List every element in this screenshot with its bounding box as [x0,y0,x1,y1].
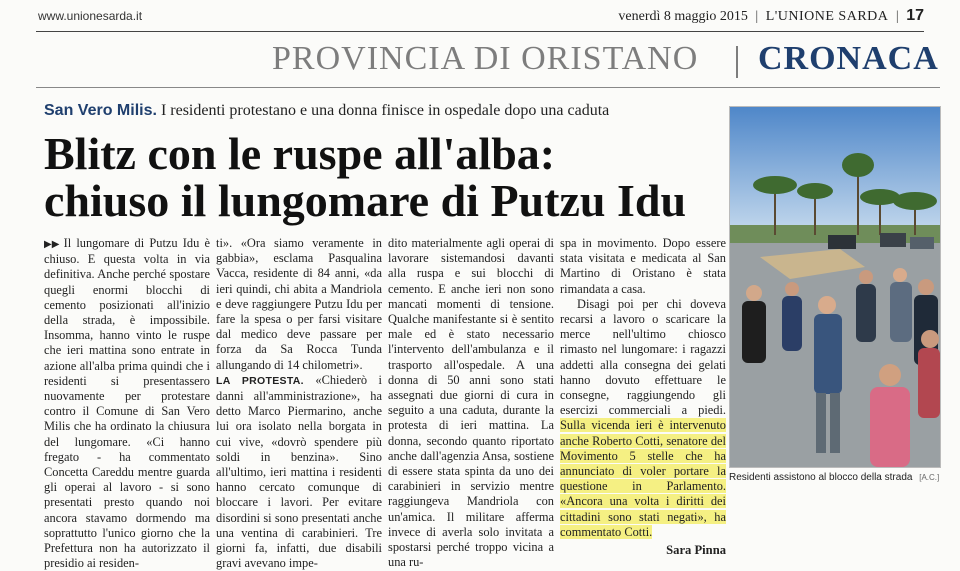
headline-line-2: chiuso il lungomare di Putzu Idu [44,175,687,226]
divider: | [755,9,759,24]
highlighted-passage: Sulla vicenda ieri è intervenuto anche Roberto Cotti, senatore del Movimento 5 stelle che ha annunciato di voler portare la questione in Parlamento. «Ancora una volta i diritti dei cittadini sono stati negati», ha commentato Cotti. [560,418,726,539]
article-body [44,236,726,571]
page-number: 17 [906,7,924,24]
section-divider [736,46,738,78]
divider: | [895,9,899,24]
column-2-text-a: ti». «Ora siamo veramente in gabbia», esclama Pasqualina Vacca, residente di 84 anni, «da ieri quindi, chi abita a Mandriola e deve raggiungere Putzu Idu per fare la spesa o per farsi visitare dal medico deve passare per forza da Sa Rocca Tunda allungando di 14 chilometri». [216,236,382,372]
photo-illustration [730,107,940,467]
headline [44,130,734,224]
section-rule [36,87,940,88]
province-title: PROVINCIA DI ORISTANO [272,40,699,77]
kicker-text: I residenti protestano e una donna finisce in ospedale dopo una caduta [160,102,610,119]
photo-caption [729,472,949,483]
caption-text: Residenti assistono al blocco della strada [729,472,913,483]
issue-date: venerdì 8 maggio 2015 [618,9,748,24]
kicker-place: San Vero Milis. [44,102,157,119]
column-1 [44,236,210,571]
headline-line-1: Blitz con le ruspe all'alba: [44,128,556,179]
header-rule [36,31,924,32]
dateline [618,7,924,25]
site-url[interactable]: www.unionesarda.it [38,9,143,23]
column-3-text: dito materialmente agli operai di lavorare sistemandosi davanti alla ruspa e sui blocchi di cemento. E anche ieri non sono mancati momenti di tensione. Qualche manifestante si è sentito male ed è stato necessario l'intervento dell'ambulanza e il trasporto all'ospedale. A una donna di 50 anni sono stati assegnati due giorni di cura in seguito a una caduta, durante la protesta di ieri mattina. La donna, secondo quanto riportato anche dall'agenzia Ansa, sostiene di essere stata spinta da uno dei carabinieri in servizio mentre raggiungeva Mandriola con un'amica. Il militare afferma invece di averla solo invitata a spostarsi perché troppo vicina a una ru- [388,236,554,570]
byline: Sara Pinna [666,543,726,558]
page-header [0,0,960,34]
column-3 [388,236,554,570]
photo-credit: [A.C.] [919,473,940,482]
column-4-text-a: spa in movimento. Dopo essere stata visitata e medicata al San Martino di Oristano è stata rimandata a casa. [560,236,726,296]
column-4-text-b: Disagi poi per chi doveva recarsi a lavoro o scaricare la merce nell'ultimo chiosco rimasto nel lungomare: i ragazzi addetti alla consegna dei gelati hanno dovuto effettuare le consegne, raggiungendo gli esercizi commerciali a piedi. [560,296,726,418]
lead-arrow-icon: ▶▶ [44,239,60,250]
column-2 [216,236,382,571]
kicker [44,102,609,120]
subheading: LA PROTESTA. [216,374,304,387]
news-photo [729,106,941,468]
column-4 [560,236,726,558]
column-2-text-b: «Chiederò i danni all'amministrazione», ha detto Marco Piermarino, anche lui ora isolato nella borgata in cui vive, «dovrò spendere più soldi in benzina». Sino all'ultimo, ieri mattina i residenti hanno cercato comunque di bloccare i lavori. Per evitare disordini si sono presentati anche una ventina di carabinieri. Tre giorni fa, infatti, due disabili gravi avevano impe- [216,372,382,571]
column-1-text: Il lungomare di Putzu Idu è chiuso. E questa volta in via definitiva. Anche perché spostare quegli enormi blocchi di cemento posizionati all'inizio della strada, è impossibile. Insomma, hanno vinto le ruspe che ieri mattina sono entrate in azione all'alba prima quindi che i residenti si presentassero nuovamente per protestare contro il Comune di San Vero Milis che ha ordinato la chiusura del lungomare. «Ci hanno fregato - ha commentato Concetta Careddu mentre guarda gli operai al lavoro - si sono presentati presto quando noi ancora stavamo dormendo ma soprattutto l'unico giorno che la Prefettura non ha autorizzato il presidio ai residen- [44,236,210,571]
newspaper-name: L'UNIONE SARDA [765,9,889,24]
section-name: CRONACA [758,40,939,77]
section-header [36,40,940,86]
